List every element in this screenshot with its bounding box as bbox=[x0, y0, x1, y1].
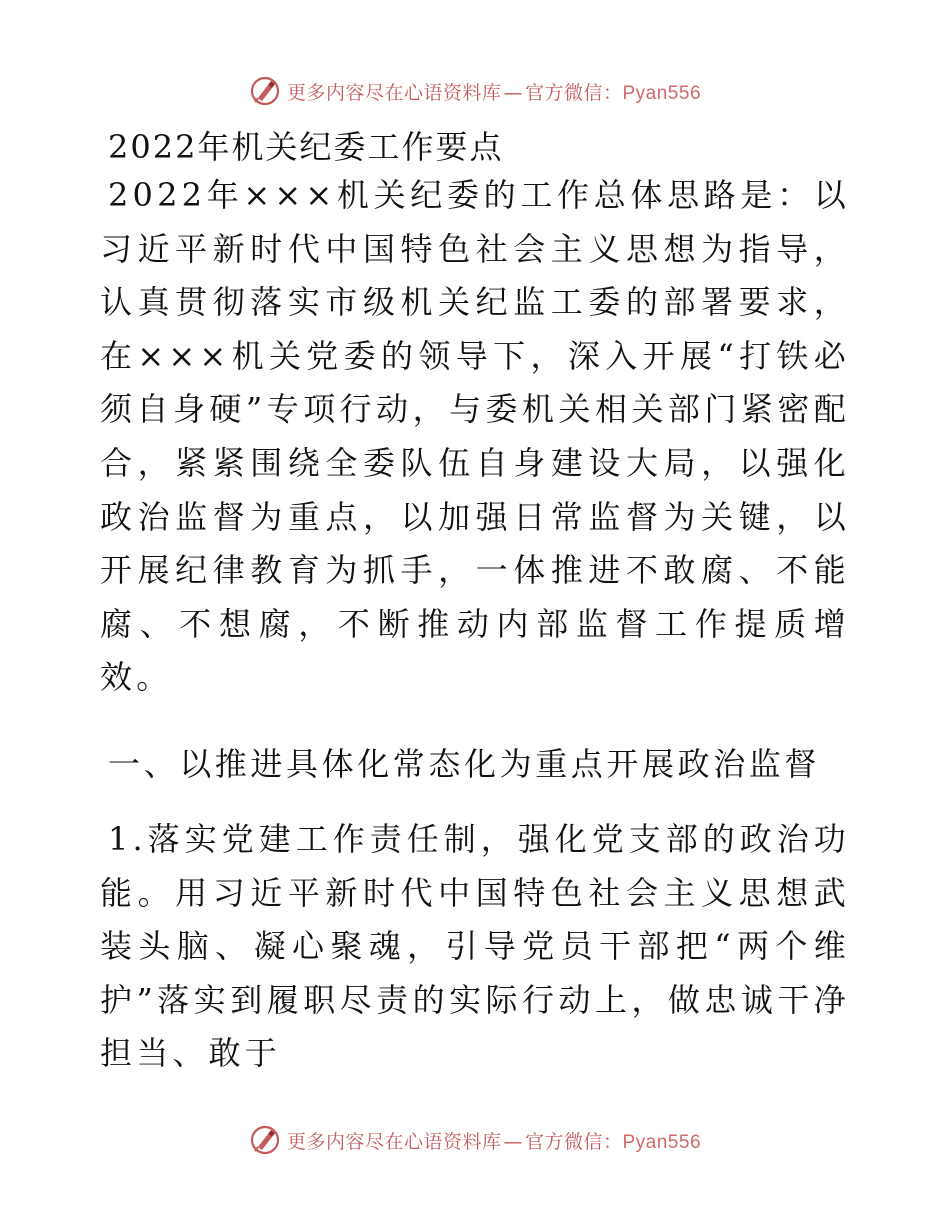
intro-paragraph: 2022年×××机关纪委的工作总体思路是：以习近平新时代中国特色社会主义思想为指导，认真贯彻落实市级机关纪监工委的部署要求，在×××机关党委的领导下，深入开展“打铁必须自身硬”专项行动，与委机关相关部门紧密配合，紧紧围绕全委队伍自身建设大局，以强化政治监督为重点，以加强日常监督为关键，以开展纪律教育为抓手，一体推进不敢腐、不能腐、不想腐，不断推动内部监督工作提质增效。 bbox=[100, 176, 850, 697]
watermark-separator: — bbox=[503, 1130, 523, 1153]
watermark-slogan: 更多内容尽在心语资料库 bbox=[286, 1130, 502, 1153]
fountain-pen-logo-icon bbox=[249, 1124, 281, 1156]
watermark-separator: — bbox=[503, 81, 523, 104]
watermark-text bbox=[287, 78, 701, 105]
watermark-wechat-id: Pyan556 bbox=[622, 1131, 702, 1153]
watermark-wechat-id: Pyan556 bbox=[622, 82, 702, 104]
watermark-slogan: 更多内容尽在心语资料库 bbox=[286, 81, 502, 104]
fountain-pen-logo-icon bbox=[249, 75, 281, 107]
watermark-text bbox=[287, 1127, 701, 1154]
section-heading: 一、以推进具体化常态化为重点开展政治监督 bbox=[108, 745, 821, 783]
item-paragraph: 1.落实党建工作责任制，强化党支部的政治功能。用习近平新时代中国特色社会主义思想武装头脑、凝心聚魂，引导党员干部把“两个维护”落实到履职尽责的实际行动上，做忠诚干净担当、敢于 bbox=[100, 820, 850, 1073]
watermark-header bbox=[0, 73, 950, 109]
watermark-wechat-label: 官方微信： bbox=[524, 1130, 623, 1153]
watermark-wechat-label: 官方微信： bbox=[524, 81, 623, 104]
watermark-footer bbox=[0, 1122, 950, 1158]
document-title: 2022年机关纪委工作要点 bbox=[108, 128, 504, 166]
